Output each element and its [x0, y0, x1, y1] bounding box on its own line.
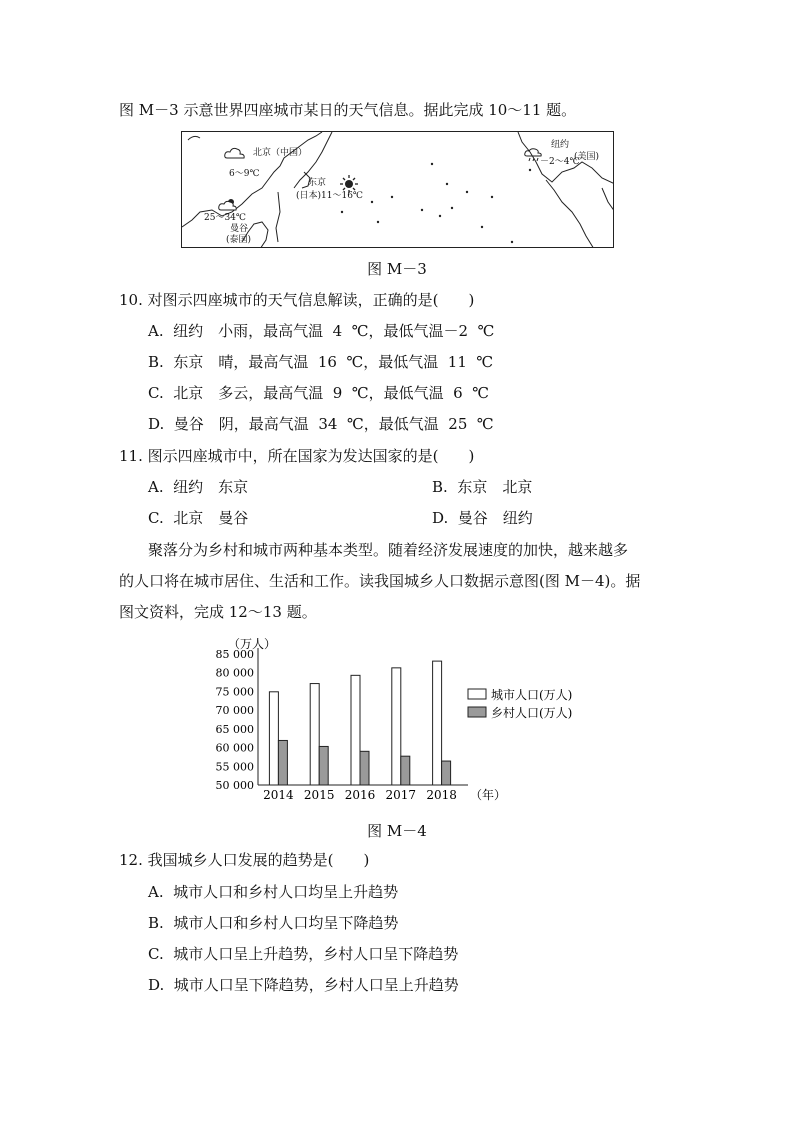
bar-rural-2017: [401, 756, 410, 785]
q11-option-c[interactable]: C. 北京 曼谷: [148, 509, 249, 527]
legend-swatch-urban: [468, 689, 486, 699]
q12-option-c[interactable]: C. 城市人口呈上升趋势，乡村人口呈下降趋势: [148, 945, 459, 963]
figure-caption-m4: 图 M－4: [367, 822, 427, 840]
q12-option-b[interactable]: B. 城市人口和乡村人口均呈下降趋势: [148, 914, 399, 932]
x-axis-label: （年）: [470, 788, 507, 802]
passage-line-1: 聚落分为乡村和城市两种基本类型。随着经济发展速度的加快，越来越多: [148, 541, 629, 559]
x-tick-label: 2018: [426, 788, 457, 802]
bar-rural-2016: [360, 751, 369, 785]
q10-option-c[interactable]: C. 北京 多云，最高气温 9 ℃，最低气温 6 ℃: [148, 384, 490, 402]
x-tick-label: 2016: [344, 788, 376, 802]
bar-urban-2015: [310, 684, 319, 785]
x-tick-label: 2014: [263, 788, 294, 802]
q12-option-d[interactable]: D. 城市人口呈下降趋势，乡村人口呈上升趋势: [148, 976, 459, 994]
y-tick-label: 75 000: [215, 685, 254, 699]
bar-urban-2014: [269, 692, 278, 785]
q11-option-b[interactable]: B. 东京 北京: [432, 478, 533, 496]
bangkok-country: (泰国): [226, 235, 252, 245]
population-chart: [200, 632, 600, 812]
bar-rural-2018: [442, 761, 451, 785]
figure-caption-m3: 图 M－3: [367, 260, 427, 278]
passage-line-2: 的人口将在城市居住、生活和工作。读我国城乡人口数据示意图(图 M－4)。据: [119, 572, 641, 590]
bar-rural-2015: [319, 746, 328, 785]
cloud-icon: [224, 147, 246, 163]
legend-swatch-rural: [468, 707, 486, 717]
bangkok-label: 曼谷: [230, 224, 249, 234]
chart-svg: [200, 632, 600, 812]
y-tick-label: 60 000: [215, 741, 254, 755]
q12-option-a[interactable]: A. 城市人口和乡村人口均呈上升趋势: [148, 883, 399, 901]
q10-option-d[interactable]: D. 曼谷 阴，最高气温 34 ℃，最低气温 25 ℃: [148, 415, 494, 433]
bar-urban-2016: [351, 675, 360, 785]
x-tick-label: 2015: [303, 788, 335, 802]
q11-option-d[interactable]: D. 曼谷 纽约: [432, 509, 533, 527]
y-tick-label: 70 000: [215, 704, 254, 718]
bangkok-temp: 25～34℃: [204, 213, 246, 223]
tokyo-label: 东京: [308, 178, 327, 188]
beijing-temp: 6～9℃: [229, 169, 260, 179]
beijing-label: 北京（中国）: [253, 148, 308, 158]
bar-rural-2014: [278, 740, 287, 785]
question-12-stem: 12. 我国城乡人口发展的趋势是( ): [119, 851, 370, 869]
y-tick-label: 55 000: [215, 760, 254, 774]
newyork-label: 纽约: [551, 140, 570, 150]
bar-urban-2017: [392, 668, 401, 785]
legend-label-rural: 乡村人口(万人): [491, 706, 573, 720]
weather-map: [181, 131, 614, 248]
question-11-stem: 11. 图示四座城市中，所在国家为发达国家的是( ): [119, 447, 475, 465]
y-tick-label: 85 000: [215, 648, 254, 661]
y-axis-label: （万人）: [228, 637, 277, 651]
x-tick-label: 2017: [385, 788, 417, 802]
question-10-stem: 10. 对图示四座城市的天气信息解读，正确的是( ): [119, 291, 475, 309]
passage-line-3: 图文资料，完成 12～13 题。: [119, 603, 317, 621]
y-tick-label: 65 000: [215, 722, 254, 736]
q10-option-a[interactable]: A. 纽约 小雨，最高气温 4 ℃，最低气温－2 ℃: [148, 322, 495, 340]
legend-label-urban: 城市人口(万人): [491, 688, 573, 702]
intro-text: 图 M－3 示意世界四座城市某日的天气信息。据此完成 10～11 题。: [119, 101, 577, 119]
tokyo-temp: (日本)11～16℃: [296, 191, 363, 201]
q10-option-b[interactable]: B. 东京 晴，最高气温 16 ℃，最低气温 11 ℃: [148, 353, 494, 371]
newyork-country: (美国): [574, 152, 600, 162]
q11-option-a[interactable]: A. 纽约 东京: [148, 478, 249, 496]
bar-urban-2018: [433, 661, 442, 785]
y-tick-label: 80 000: [215, 666, 254, 680]
newyork-temp: －2～4℃: [540, 157, 580, 167]
y-tick-label: 50 000: [215, 779, 254, 792]
